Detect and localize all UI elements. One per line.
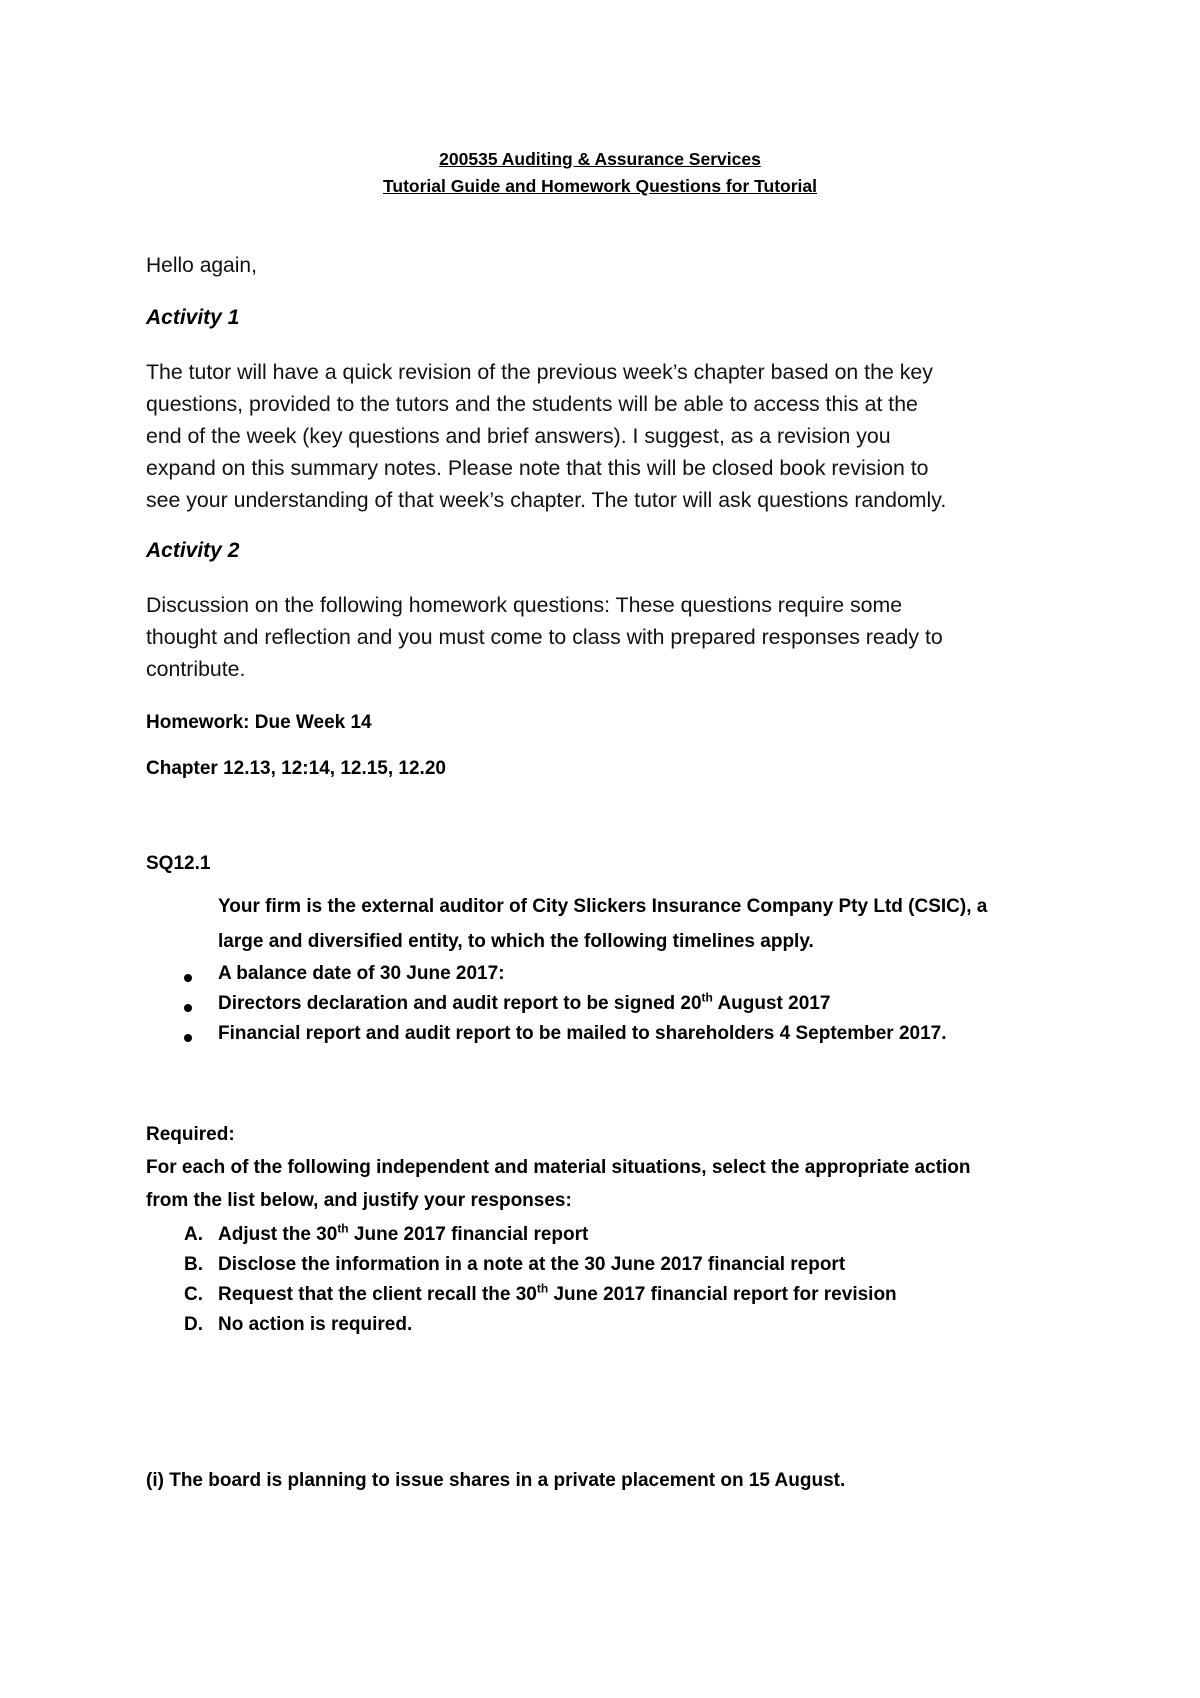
activity-1-heading: Activity 1 bbox=[146, 306, 240, 329]
text-line: expand on this summary notes. Please note that this will be closed book revision to bbox=[146, 456, 929, 480]
text-line: contribute. bbox=[146, 657, 246, 681]
option-letter: D. bbox=[184, 1314, 203, 1335]
ordinal-suffix: th bbox=[337, 1221, 349, 1236]
option-text: Disclose the information in a note at the 30 June 2017 financial report bbox=[218, 1254, 846, 1275]
text-line: The tutor will have a quick revision of the previous week’s chapter based on the key bbox=[146, 360, 933, 384]
activity-2-text bbox=[146, 589, 1076, 685]
option-segment: June 2017 financial report for revision bbox=[548, 1284, 897, 1305]
option-segment: June 2017 financial report bbox=[348, 1224, 589, 1245]
activity-2-heading: Activity 2 bbox=[146, 539, 240, 562]
option-letter: C. bbox=[184, 1284, 203, 1305]
greeting: Hello again, bbox=[146, 254, 257, 277]
ordinal-suffix: th bbox=[701, 990, 713, 1005]
ordinal-suffix: th bbox=[536, 1281, 549, 1296]
document-subtitle: Tutorial Guide and Homework Questions for Tutorial bbox=[383, 176, 817, 196]
option-text bbox=[218, 1281, 897, 1306]
timeline-bullet: A balance date of 30 June 2017: bbox=[218, 963, 505, 984]
option-segment: Request that the client recall the 30 bbox=[218, 1284, 537, 1305]
bullet-text: August 2017 bbox=[712, 993, 831, 1014]
option-letter: B. bbox=[184, 1254, 203, 1275]
activity-1-text bbox=[146, 356, 1076, 516]
course-title: 200535 Auditing & Assurance Services bbox=[439, 149, 761, 169]
text-line: large and diversified entity, to which the following timelines apply. bbox=[218, 931, 814, 952]
text-line: thought and reflection and you must come to class with prepared responses ready to bbox=[146, 625, 943, 649]
timeline-bullet bbox=[218, 990, 831, 1015]
text-line: questions, provided to the tutors and the students will be able to access this at the bbox=[146, 392, 918, 416]
option-text: No action is required. bbox=[218, 1314, 413, 1335]
bullet-icon bbox=[184, 1004, 192, 1012]
text-line: Your firm is the external auditor of City Slickers Insurance Company Pty Ltd (CSIC), a bbox=[218, 896, 988, 917]
bullet-text: Directors declaration and audit report to be signed 20 bbox=[218, 993, 702, 1014]
required-label: Required: bbox=[146, 1124, 235, 1145]
question-id: SQ12.1 bbox=[146, 853, 211, 874]
option-segment: Adjust the 30 bbox=[218, 1224, 338, 1245]
bullet-icon bbox=[184, 1034, 192, 1042]
bullet-icon bbox=[184, 974, 192, 982]
timeline-bullet: Financial report and audit report to be mailed to shareholders 4 September 2017. bbox=[218, 1023, 947, 1044]
text-line: see your understanding of that week’s chapter. The tutor will ask questions randomly. bbox=[146, 488, 947, 512]
homework-chapters: Chapter 12.13, 12:14, 12.15, 12.20 bbox=[146, 758, 446, 779]
question-intro bbox=[218, 889, 1078, 959]
situation-i: (i) The board is planning to issue shares in a private placement on 15 August. bbox=[146, 1470, 846, 1491]
required-line: For each of the following independent and material situations, select the appropriate action bbox=[146, 1157, 971, 1178]
option-letter: A. bbox=[184, 1224, 203, 1245]
text-line: end of the week (key questions and brief answers). I suggest, as a revision you bbox=[146, 424, 891, 448]
homework-due: Homework: Due Week 14 bbox=[146, 712, 372, 733]
required-line: from the list below, and justify your responses: bbox=[146, 1190, 572, 1211]
text-line: Discussion on the following homework questions: These questions require some bbox=[146, 593, 903, 617]
option-text bbox=[218, 1221, 589, 1246]
